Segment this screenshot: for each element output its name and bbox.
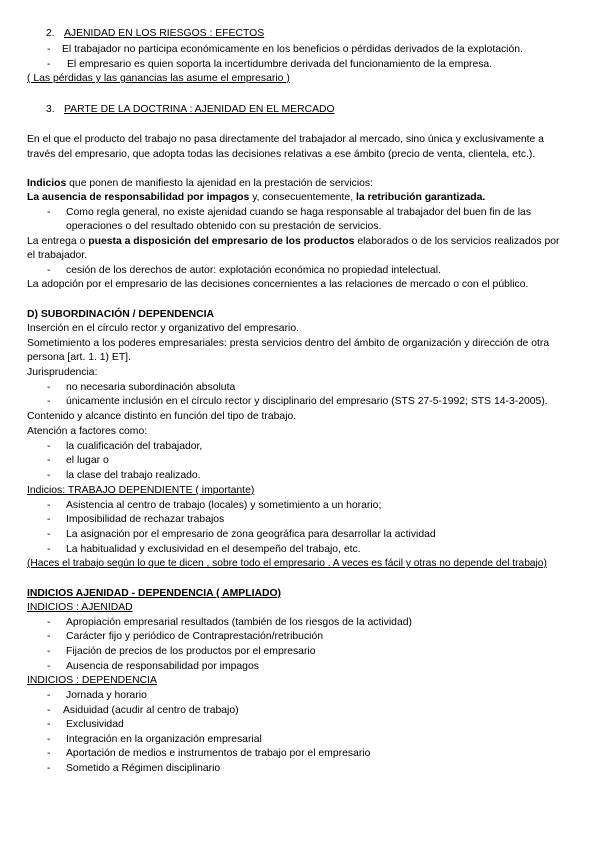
list-item-dash: -: [47, 265, 51, 276]
indicios-lead-rest: que ponen de manifiesto la ajenidad en la prestación de servicios:: [66, 178, 373, 189]
list-item: no necesaria subordinación absoluta: [66, 382, 236, 393]
section2-number: 2.: [46, 28, 55, 39]
indicios-bold-impagos: La ausencia de responsabilidad por impagos: [27, 192, 250, 203]
list-item-dash: -: [47, 441, 51, 452]
indicios-line-entrega: [27, 235, 559, 248]
section2-note: ( Las pérdidas y las ganancias las asume el empresario ): [27, 73, 290, 84]
list-item-dash: -: [47, 705, 51, 716]
list-item-dash: -: [47, 544, 51, 555]
jurisprudencia-label: Jurisprudencia:: [27, 367, 98, 378]
subordinacion-note: (Haces el trabajo según lo que te dicen , sobre todo el empresario . A veces es fácil y otras no depende del trabajo): [27, 558, 547, 569]
ajenidad-subheading: INDICIOS : AJENIDAD: [27, 602, 133, 613]
list-item: Asiduidad (acudir al centro de trabajo): [63, 705, 239, 716]
section3-number: 3.: [46, 104, 55, 115]
list-item-dash: -: [47, 719, 51, 730]
list-item-dash: -: [47, 734, 51, 745]
indicios-line-impagos: [27, 191, 485, 204]
indicios-bold-puesta: puesta a disposición del empresario de los productos: [88, 236, 355, 247]
list-item-dash: -: [47, 500, 51, 511]
list-item: Carácter fijo y periódico de Contraprestación/retribución: [66, 631, 324, 642]
list-item-dash: -: [47, 631, 51, 642]
subordinacion-text: Inserción en el círculo rector y organizativo del empresario.: [27, 323, 300, 334]
indicios-text: y, consecuentemente,: [249, 192, 356, 203]
list-item: Imposibilidad de rechazar trabajos: [66, 514, 225, 525]
list-item: el lugar o: [66, 455, 109, 466]
subordinacion-text: Contenido y alcance distinto en función del tipo de trabajo.: [27, 411, 297, 422]
list-item: Ausencia de responsabilidad por impagos: [66, 661, 259, 672]
list-item-dash: -: [47, 455, 51, 466]
indicios-text: La entrega o: [27, 236, 89, 247]
indicios-text: elaborados o de los servicios realizados por: [354, 236, 560, 247]
list-item: la cualificación del trabajador,: [66, 441, 203, 452]
list-item: Jornada y horario: [66, 690, 147, 701]
list-item: La habitualidad y exclusividad en el desempeño del trabajo, etc.: [66, 544, 361, 555]
list-item-dash: -: [47, 529, 51, 540]
list-item: Sometido a Régimen disciplinario: [66, 763, 221, 774]
indicios-lead-bold: Indicios: [27, 178, 67, 189]
list-item-dash: -: [47, 646, 51, 657]
list-item-dash: -: [47, 207, 51, 218]
list-item: únicamente inclusión en el círculo rector y disciplinario del empresario (STS 27-5-1992; STS 14-3-2005).: [66, 396, 548, 407]
section3-paragraph-line: través del empresario, que adopta todas las decisiones relativas a ese ámbito (precio de venta, clientela, etc.).: [27, 149, 536, 160]
indicios-text: La adopción por el empresario de las decisiones concernientes a las relaciones de mercado o con el público.: [27, 279, 529, 290]
list-item: Fijación de precios de los productos por el empresario: [66, 646, 316, 657]
indicios-text: el trabajador.: [27, 250, 88, 261]
list-item: El trabajador no participa económicamente en los beneficios o pérdidas derivados de la explotación.: [62, 44, 523, 55]
list-item-dash: -: [47, 617, 51, 628]
list-item: Integración en la organización empresarial: [66, 734, 262, 745]
indicios-bold-retribucion: la retribución garantizada.: [355, 192, 486, 203]
list-item-dash: -: [47, 396, 51, 407]
subordinacion-text: Sometimiento a los poderes empresariales: presta servicios dentro del ámbito de organización y dirección de otra: [27, 338, 550, 349]
list-item: El empresario es quien soporta la incertidumbre derivada del funcionamiento de la empresa.: [67, 59, 493, 70]
list-item-dash: -: [47, 44, 51, 55]
ampliado-heading: INDICIOS AJENIDAD - DEPENDENCIA ( AMPLIADO): [27, 588, 282, 599]
subordinacion-text: persona [art. 1. 1) ET].: [27, 352, 131, 363]
list-item-dash: -: [47, 514, 51, 525]
list-item-dash: -: [47, 382, 51, 393]
list-item-dash: -: [47, 748, 51, 759]
list-item-continuation: operaciones o del resultado obtenido con su prestación de servicios.: [66, 221, 382, 232]
subordinacion-heading: D) SUBORDINACIÓN / DEPENDENCIA: [27, 309, 215, 320]
list-item: La asignación por el empresario de zona geográfica para desarrollar la actividad: [66, 529, 436, 540]
list-item-dash: -: [47, 690, 51, 701]
list-item: Exclusividad: [66, 719, 124, 730]
dependencia-subheading: INDICIOS : DEPENDENCIA: [27, 675, 157, 686]
indicios-dependiente-heading: Indicios: TRABAJO DEPENDIENTE ( importante): [27, 485, 255, 496]
list-item: cesión de los derechos de autor: explotación económica no propiedad intelectual.: [66, 265, 441, 276]
list-item: Como regla general, no existe ajenidad cuando se haga responsable al trabajador del buen fin de las: [66, 207, 532, 218]
list-item: Apropiación empresarial resultados (también de los riesgos de la actividad): [66, 617, 412, 628]
subordinacion-text: Atención a factores como:: [27, 426, 148, 437]
section3-paragraph-line: En el que el producto del trabajo no pasa directamente del trabajador al mercado, sino única y exclusivamente a: [27, 134, 544, 145]
section3-heading: PARTE DE LA DOCTRINA : AJENIDAD EN EL MERCADO: [64, 104, 335, 115]
list-item-dash: -: [47, 59, 51, 70]
list-item: la clase del trabajo realizado.: [66, 470, 201, 481]
list-item: Aportación de medios e instrumentos de trabajo por el empresario: [66, 748, 371, 759]
list-item: Asistencia al centro de trabajo (locales) y sometimiento a un horario;: [66, 500, 382, 511]
list-item-dash: -: [47, 661, 51, 672]
list-item-dash: -: [47, 763, 51, 774]
indicios-lead: [27, 177, 373, 190]
list-item-dash: -: [47, 470, 51, 481]
section2-heading: AJENIDAD EN LOS RIESGOS : EFECTOS: [64, 28, 265, 39]
